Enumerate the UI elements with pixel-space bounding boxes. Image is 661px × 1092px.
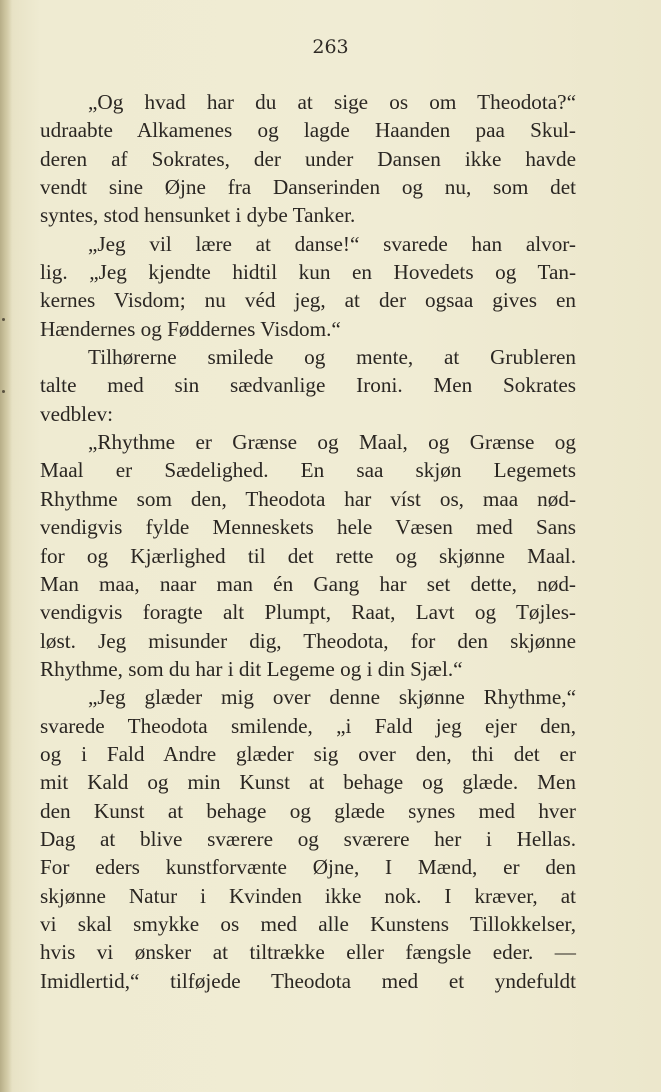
text-line: „Jeg glæder mig over denne skjønne Rhythme,“ (88, 685, 576, 710)
text-line: Imidlertid,“ tilføjede Theodota med et yndefuldt (40, 968, 576, 993)
text-line: Maal er Sædelighed. En saa skjøn Legemets (40, 458, 576, 483)
text-line: „Rhythme er Grænse og Maal, og Grænse og (88, 430, 576, 455)
body-text (40, 88, 576, 995)
text-line: talte med sin sædvanlige Ironi. Men Sokrates (40, 373, 576, 398)
text-line: vi skal smykke os med alle Kunstens Tillokkelser, (40, 911, 576, 936)
text-line: vendigvis fylde Menneskets hele Væsen med Sans (40, 515, 576, 540)
text-line: For eders kunstforvænte Øjne, I Mænd, er den (40, 855, 576, 880)
text-line: deren af Sokrates, der under Dansen ikke havde (40, 146, 576, 171)
text-line: hvis vi ønsker at tiltrække eller fængsle eder. — (40, 940, 576, 965)
text-line: løst. Jeg misunder dig, Theodota, for den skjønne (40, 628, 576, 653)
text-line: Rhythme, som du har i dit Legeme og i din Sjæl.“ (40, 656, 463, 681)
binding-mark (2, 318, 5, 321)
text-line: kernes Visdom; nu véd jeg, at der ogsaa gives en (40, 288, 576, 313)
text-line: og i Fald Andre glæder sig over den, thi det er (40, 741, 576, 766)
text-line: syntes, stod hensunket i dybe Tanker. (40, 203, 356, 228)
text-line: lig. „Jeg kjendte hidtil kun en Hovedets og Tan- (40, 260, 576, 285)
text-line: den Kunst at behage og glæde synes med hver (40, 798, 576, 823)
text-line: „Og hvad har du at sige os om Theodota?“ (88, 90, 576, 114)
text-line: „Jeg vil lære at danse!“ svarede han alvor- (88, 231, 576, 256)
text-line: for og Kjærlighed til det rette og skjønne Maal. (40, 543, 576, 568)
text-line: vendt sine Øjne fra Danserinden og nu, som det (40, 175, 576, 200)
text-line: svarede Theodota smilende, „i Fald jeg ejer den, (40, 713, 576, 738)
text-line: Rhythme som den, Theodota har víst os, maa nød- (40, 486, 576, 511)
text-line: vedblev: (40, 401, 113, 426)
page-binding-edge (0, 0, 12, 1092)
text-line: Man maa, naar man én Gang har set dette, nød- (40, 571, 576, 596)
text-line: Dag at blive sværere og sværere her i Hellas. (40, 826, 576, 851)
page-number: 263 (312, 36, 349, 58)
text-line: udraabte Alkamenes og lagde Haanden paa Skul- (40, 118, 576, 143)
text-line: Hændernes og Føddernes Visdom.“ (40, 316, 341, 341)
text-line: vendigvis foragte alt Plumpt, Raat, Lavt og Tøjles- (40, 600, 576, 625)
text-line: Tilhørerne smilede og mente, at Grubleren (88, 345, 576, 370)
text-line: mit Kald og min Kunst at behage og glæde. Men (40, 770, 576, 795)
text-line: skjønne Natur i Kvinden ikke nok. I kræver, at (40, 883, 576, 908)
binding-mark (2, 390, 5, 393)
